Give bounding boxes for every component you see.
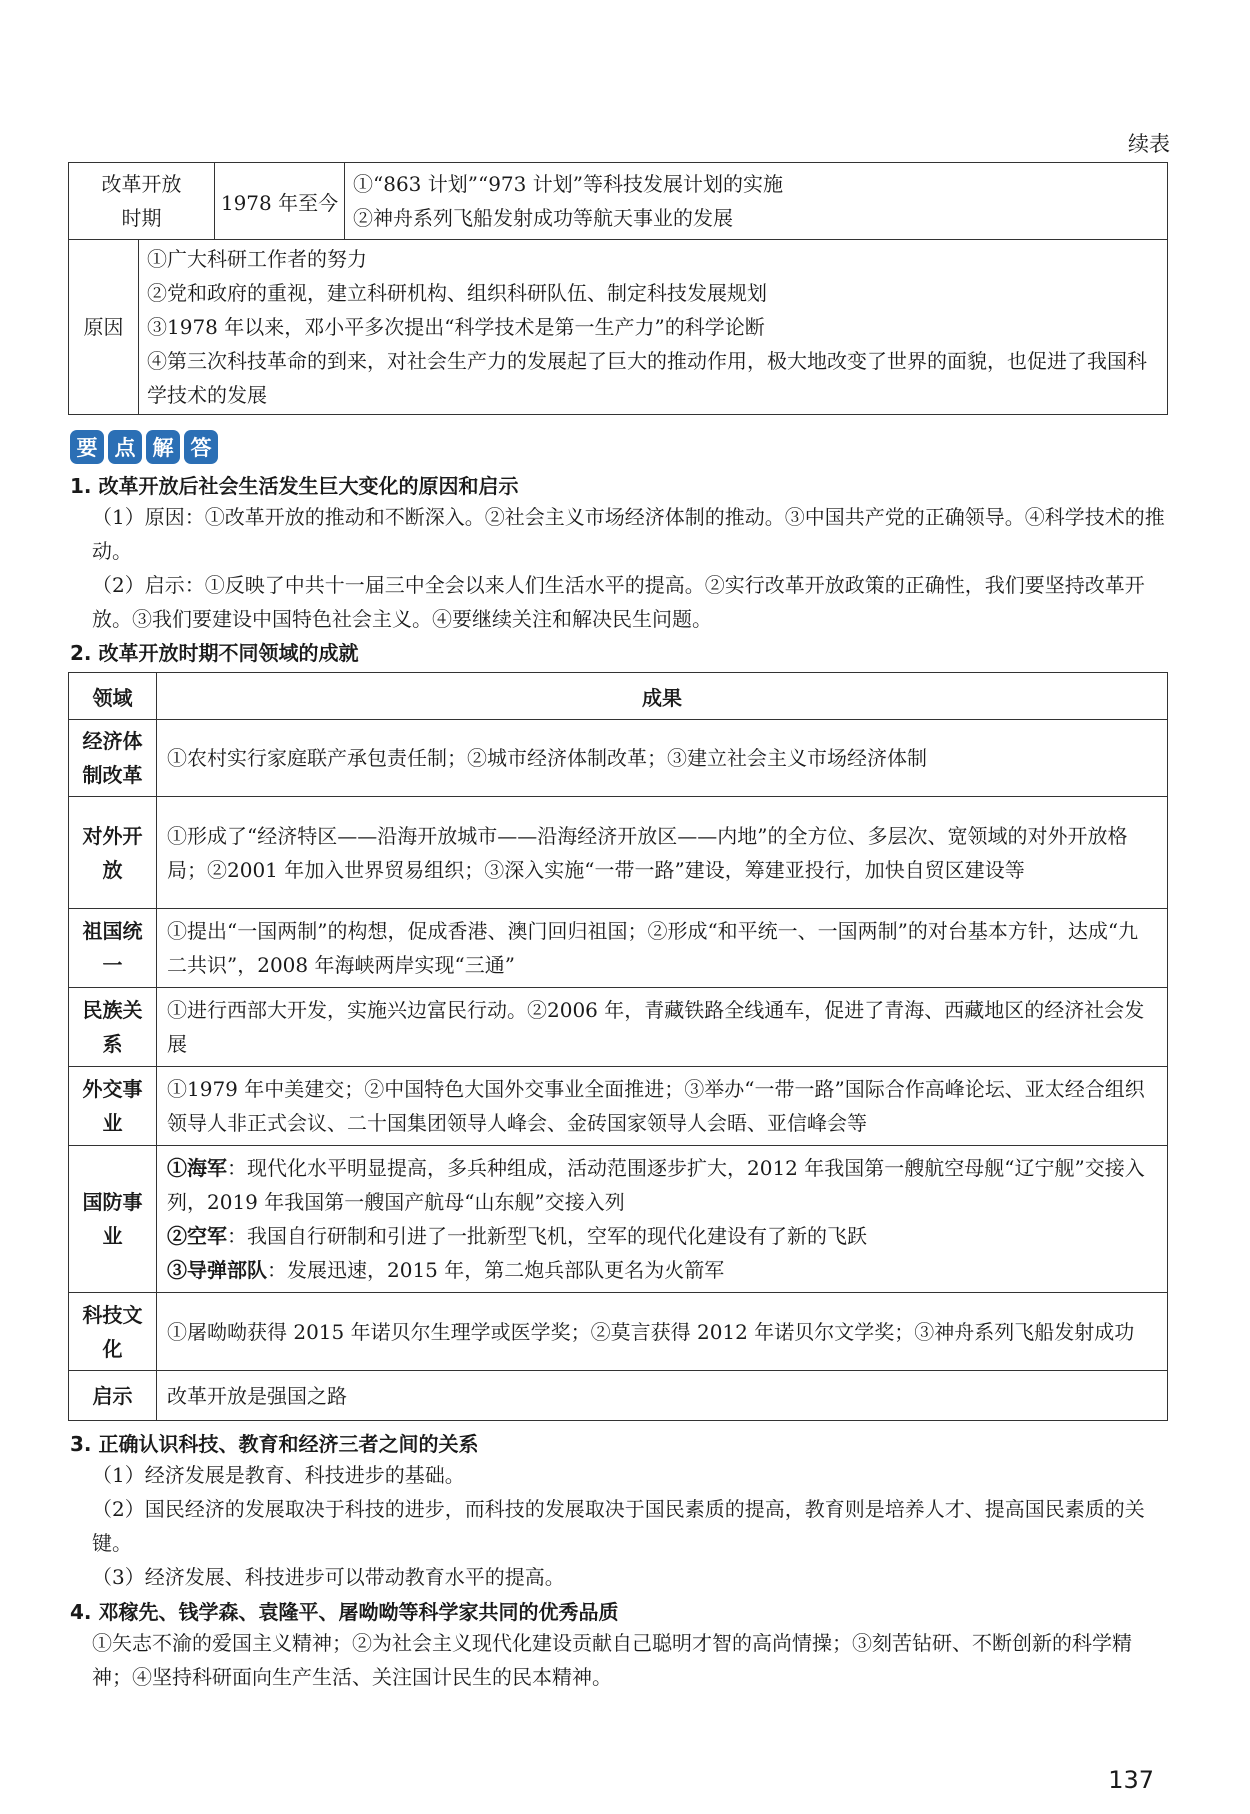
result-cell: ①屠呦呦获得 2015 年诺贝尔生理学或医学奖；②莫言获得 2012 年诺贝尔文学奖；③神舟系列飞船发射成功 bbox=[157, 1293, 1168, 1371]
reason-list: ①广大科研工作者的努力 ②党和政府的重视，建立科研机构、组织科研队伍、制定科技发展规划 ③1978 年以来，邓小平多次提出“科学技术是第一生产力”的科学论断 ④第三次科技革命的到来，对社会生产力的发展起了巨大的推动作用，极大地改变了世界的面貌，也促进了我国科学技术的发展 bbox=[139, 240, 1168, 415]
table-row bbox=[69, 1371, 1168, 1421]
airforce-line: ②空军：我国自行研制和引进了一批新型飞机，空军的现代化建设有了新的飞跃 bbox=[167, 1224, 867, 1248]
table-row bbox=[69, 240, 1168, 415]
section-3-point-3: （3）经济发展、科技进步可以带动教育水平的提高。 bbox=[92, 1565, 565, 1589]
section-4-title: 4. 邓稼先、钱学森、袁隆平、屠呦呦等科学家共同的优秀品质 bbox=[70, 1600, 619, 1624]
badge-char: 答 bbox=[184, 430, 218, 464]
reason-label: 原因 bbox=[69, 240, 139, 415]
result-cell: ①形成了“经济特区——沿海开放城市——沿海经济开放区——内地”的全方位、多层次、宽领域的对外开放格局；②2001 年加入世界贸易组织；③深入实施“一带一路”建设，筹建亚投行，加快自贸区建设等 bbox=[157, 797, 1168, 909]
field-cell: 外交事业 bbox=[69, 1067, 157, 1146]
result-cell: ①农村实行家庭联产承包责任制；②城市经济体制改革；③建立社会主义市场经济体制 bbox=[157, 720, 1168, 797]
table-row bbox=[69, 720, 1168, 797]
field-cell: 启示 bbox=[69, 1371, 157, 1421]
period-achievements: ①“863 计划”“973 计划”等科技发展计划的实施 ②神舟系列飞船发射成功等航天事业的发展 bbox=[345, 163, 1168, 240]
field-cell: 科技文化 bbox=[69, 1293, 157, 1371]
field-cell: 国防事业 bbox=[69, 1146, 157, 1293]
section-4-qualities: ①矢志不渝的爱国主义精神；②为社会主义现代化建设贡献自己聪明才智的高尚情操；③刻苦钻研、不断创新的科学精神；④坚持科研面向生产生活、关注国计民生的民本精神。 bbox=[92, 1631, 1132, 1689]
field-cell: 经济体制改革 bbox=[69, 720, 157, 797]
header-field: 领域 bbox=[69, 673, 157, 720]
section-1-causes: （1）原因：①改革开放的推动和不断深入。②社会主义市场经济体制的推动。③中国共产党的正确领导。④科学技术的推动。 bbox=[92, 505, 1165, 563]
result-cell: 改革开放是强国之路 bbox=[157, 1371, 1168, 1421]
result-cell: ①进行西部大开发，实施兴边富民行动。②2006 年，青藏铁路全线通车，促进了青海、西藏地区的经济社会发展 bbox=[157, 988, 1168, 1067]
badge-char: 解 bbox=[146, 430, 180, 464]
table-row bbox=[69, 163, 1168, 240]
period-years: 1978 年至今 bbox=[215, 163, 345, 240]
table-row bbox=[69, 797, 1168, 909]
table-row bbox=[69, 1067, 1168, 1146]
field-cell: 祖国统一 bbox=[69, 909, 157, 988]
section-3-title: 3. 正确认识科技、教育和经济三者之间的关系 bbox=[70, 1432, 479, 1456]
result-cell: ①1979 年中美建交；②中国特色大国外交事业全面推进；③举办“一带一路”国际合作高峰论坛、亚太经合组织领导人非正式会议、二十国集团领导人峰会、金砖国家领导人会晤、亚信峰会等 bbox=[157, 1067, 1168, 1146]
result-cell: ①提出“一国两制”的构想，促成香港、澳门回归祖国；②形成“和平统一、一国两制”的对台基本方针，达成“九二共识”，2008 年海峡两岸实现“三通” bbox=[157, 909, 1168, 988]
continued-label: 续表 bbox=[1128, 132, 1170, 156]
achievements-table-continued bbox=[68, 162, 1168, 415]
section-3-point-1: （1）经济发展是教育、科技进步的基础。 bbox=[92, 1463, 465, 1487]
table-row bbox=[69, 1293, 1168, 1371]
section-2-title: 2. 改革开放时期不同领域的成就 bbox=[70, 641, 359, 665]
section-1-lessons: （2）启示：①反映了中共十一届三中全会以来人们生活水平的提高。②实行改革开放政策的正确性，我们要坚持改革开放。③我们要建设中国特色社会主义。④要继续关注和解决民生问题。 bbox=[92, 573, 1145, 631]
navy-line: ①海军：现代化水平明显提高，多兵种组成，活动范围逐步扩大，2012 年我国第一艘航空母舰“辽宁舰”交接入列，2019 年我国第一艘国产航母“山东舰”交接入列 bbox=[167, 1156, 1145, 1214]
page-number: 137 bbox=[1108, 1766, 1154, 1794]
field-cell: 对外开放 bbox=[69, 797, 157, 909]
table-row bbox=[69, 1146, 1168, 1293]
table-row bbox=[69, 909, 1168, 988]
result-cell bbox=[157, 1146, 1168, 1293]
field-cell: 民族关系 bbox=[69, 988, 157, 1067]
badge-char: 点 bbox=[108, 430, 142, 464]
key-points-badge bbox=[70, 430, 218, 464]
table-row bbox=[69, 988, 1168, 1067]
period-label: 改革开放 时期 bbox=[69, 163, 215, 240]
header-results: 成果 bbox=[157, 673, 1168, 720]
achievements-by-field-table bbox=[68, 672, 1168, 1421]
table-header-row bbox=[69, 673, 1168, 720]
section-1-title: 1. 改革开放后社会生活发生巨大变化的原因和启示 bbox=[70, 474, 519, 498]
badge-char: 要 bbox=[70, 430, 104, 464]
section-3-point-2: （2）国民经济的发展取决于科技的进步，而科技的发展取决于国民素质的提高，教育则是培养人才、提高国民素质的关键。 bbox=[92, 1497, 1145, 1555]
missile-line: ③导弹部队：发展迅速，2015 年，第二炮兵部队更名为火箭军 bbox=[167, 1258, 725, 1282]
